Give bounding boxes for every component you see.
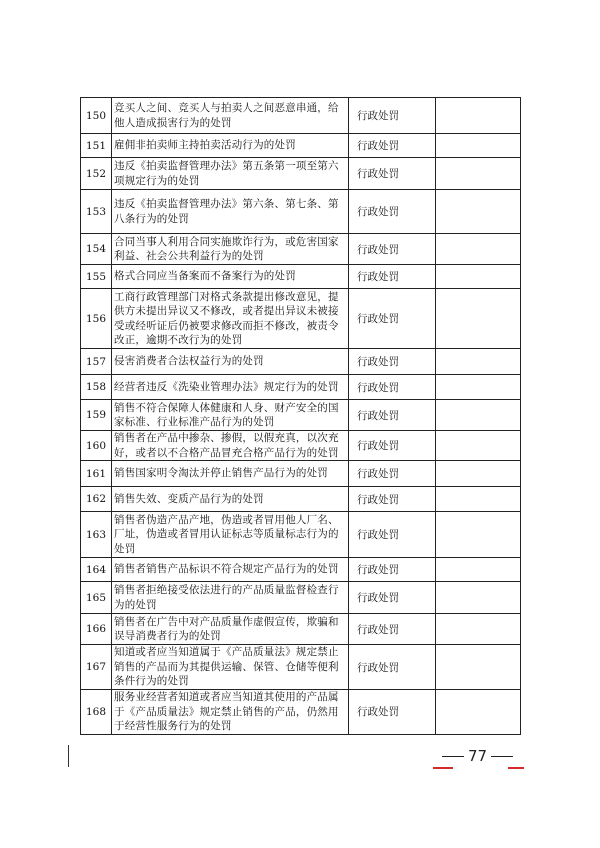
row-number: 155 <box>81 265 112 289</box>
remarks-cell <box>436 614 521 645</box>
table-row <box>81 461 521 487</box>
remarks-cell <box>436 158 521 190</box>
row-number: 162 <box>81 487 112 512</box>
penalty-category: 行政处罚 <box>349 234 436 265</box>
penalty-item-name: 侵害消费者合法权益行为的处罚 <box>112 349 349 375</box>
row-number: 157 <box>81 349 112 375</box>
row-number: 161 <box>81 461 112 487</box>
remarks-cell <box>436 234 521 265</box>
penalty-item-name: 违反《拍卖监督管理办法》第六条、第七条、第八条行为的处罚 <box>112 190 349 234</box>
remarks-cell <box>436 289 521 349</box>
table-row <box>81 400 521 431</box>
row-number: 160 <box>81 431 112 461</box>
penalty-item-name: 合同当事人利用合同实施欺诈行为，或危害国家利益、社会公共利益行为的处罚 <box>112 234 349 265</box>
table-row <box>81 265 521 289</box>
penalty-item-name: 销售者在广告中对产品质量作虚假宣传，欺骗和误导消费者行为的处罚 <box>112 614 349 645</box>
penalty-item-name: 工商行政管理部门对格式条款提出修改意见，提供方未提出异议又不修改，或者提出异议未被接受或经听证后仍被要求修改而拒不修改，被责令改正，逾期不改行为的处罚 <box>112 289 349 349</box>
row-number: 159 <box>81 400 112 431</box>
row-number: 166 <box>81 614 112 645</box>
table-row <box>81 487 521 512</box>
remarks-cell <box>436 98 521 134</box>
penalty-item-name: 服务业经营者知道或者应当知道其使用的产品属于《产品质量法》规定禁止销售的产品，仍然用于经营性服务行为的处罚 <box>112 690 349 735</box>
remarks-cell <box>436 512 521 558</box>
remarks-cell <box>436 690 521 735</box>
penalty-item-name: 销售者销售产品标识不符合规定产品行为的处罚 <box>112 558 349 582</box>
remarks-cell <box>436 487 521 512</box>
penalty-category: 行政处罚 <box>349 190 436 234</box>
remarks-cell <box>436 558 521 582</box>
remarks-cell <box>436 431 521 461</box>
penalty-item-name: 格式合同应当备案而不备案行为的处罚 <box>112 265 349 289</box>
row-number: 156 <box>81 289 112 349</box>
red-underline-left <box>433 767 453 769</box>
table-row <box>81 431 521 461</box>
penalty-category: 行政处罚 <box>349 289 436 349</box>
penalty-item-name: 销售不符合保障人体健康和人身、财产安全的国家标准、行业标准产品行为的处罚 <box>112 400 349 431</box>
penalty-item-name: 竞买人之间、竞买人与拍卖人之间恶意串通，给他人造成损害行为的处罚 <box>112 98 349 134</box>
penalty-category: 行政处罚 <box>349 400 436 431</box>
table-row <box>81 582 521 614</box>
row-number: 164 <box>81 558 112 582</box>
row-number: 152 <box>81 158 112 190</box>
remarks-cell <box>436 265 521 289</box>
red-underline-right <box>508 767 524 769</box>
penalty-item-name: 雇佣非拍卖师主持拍卖活动行为的处罚 <box>112 134 349 158</box>
penalty-category: 行政处罚 <box>349 512 436 558</box>
row-number: 168 <box>81 690 112 735</box>
remarks-cell <box>436 375 521 400</box>
page-number: 77 <box>467 747 488 765</box>
penalty-item-name: 销售失效、变质产品行为的处罚 <box>112 487 349 512</box>
penalty-table <box>80 97 521 735</box>
page-number-footer <box>430 743 525 769</box>
remarks-cell <box>436 400 521 431</box>
penalty-category: 行政处罚 <box>349 461 436 487</box>
remarks-cell <box>436 349 521 375</box>
penalty-category: 行政处罚 <box>349 582 436 614</box>
penalty-category: 行政处罚 <box>349 98 436 134</box>
table-row <box>81 98 521 134</box>
row-number: 151 <box>81 134 112 158</box>
left-margin-rule <box>68 745 69 767</box>
row-number: 165 <box>81 582 112 614</box>
penalty-category: 行政处罚 <box>349 158 436 190</box>
table-row <box>81 234 521 265</box>
table-row <box>81 690 521 735</box>
penalty-item-name: 销售者在产品中掺杂、掺假，以假充真，以次充好，或者以不合格产品冒充合格产品行为的处罚 <box>112 431 349 461</box>
table-row <box>81 349 521 375</box>
penalty-category: 行政处罚 <box>349 690 436 735</box>
table-row <box>81 289 521 349</box>
penalty-category: 行政处罚 <box>349 375 436 400</box>
penalty-item-name: 经营者违反《洗染业管理办法》规定行为的处罚 <box>112 375 349 400</box>
row-number: 154 <box>81 234 112 265</box>
page-dash-left <box>442 756 464 757</box>
remarks-cell <box>436 645 521 690</box>
penalty-category: 行政处罚 <box>349 265 436 289</box>
table-row <box>81 512 521 558</box>
table-row <box>81 645 521 690</box>
remarks-cell <box>436 190 521 234</box>
penalty-table-body <box>81 98 521 735</box>
penalty-category: 行政处罚 <box>349 349 436 375</box>
penalty-category: 行政处罚 <box>349 134 436 158</box>
remarks-cell <box>436 134 521 158</box>
remarks-cell <box>436 461 521 487</box>
penalty-category: 行政处罚 <box>349 487 436 512</box>
row-number: 150 <box>81 98 112 134</box>
penalty-category: 行政处罚 <box>349 431 436 461</box>
row-number: 163 <box>81 512 112 558</box>
penalty-item-name: 销售者拒绝接受依法进行的产品质量监督检查行为的处罚 <box>112 582 349 614</box>
penalty-item-name: 销售者伪造产品产地，伪造或者冒用他人厂名、厂址，伪造或者冒用认证标志等质量标志行为的处罚 <box>112 512 349 558</box>
row-number: 158 <box>81 375 112 400</box>
table-row <box>81 614 521 645</box>
row-number: 153 <box>81 190 112 234</box>
penalty-category: 行政处罚 <box>349 614 436 645</box>
penalty-item-name: 知道或者应当知道属于《产品质量法》规定禁止销售的产品而为其提供运输、保管、仓储等便利条件行为的处罚 <box>112 645 349 690</box>
row-number: 167 <box>81 645 112 690</box>
penalty-item-name: 销售国家明令淘汰并停止销售产品行为的处罚 <box>112 461 349 487</box>
penalty-category: 行政处罚 <box>349 558 436 582</box>
page-dash-right <box>491 756 513 757</box>
penalty-table-container <box>80 97 521 735</box>
table-row <box>81 158 521 190</box>
table-row <box>81 134 521 158</box>
table-row <box>81 375 521 400</box>
table-row <box>81 190 521 234</box>
table-row <box>81 558 521 582</box>
remarks-cell <box>436 582 521 614</box>
penalty-category: 行政处罚 <box>349 645 436 690</box>
penalty-item-name: 违反《拍卖监督管理办法》第五条第一项至第六项规定行为的处罚 <box>112 158 349 190</box>
